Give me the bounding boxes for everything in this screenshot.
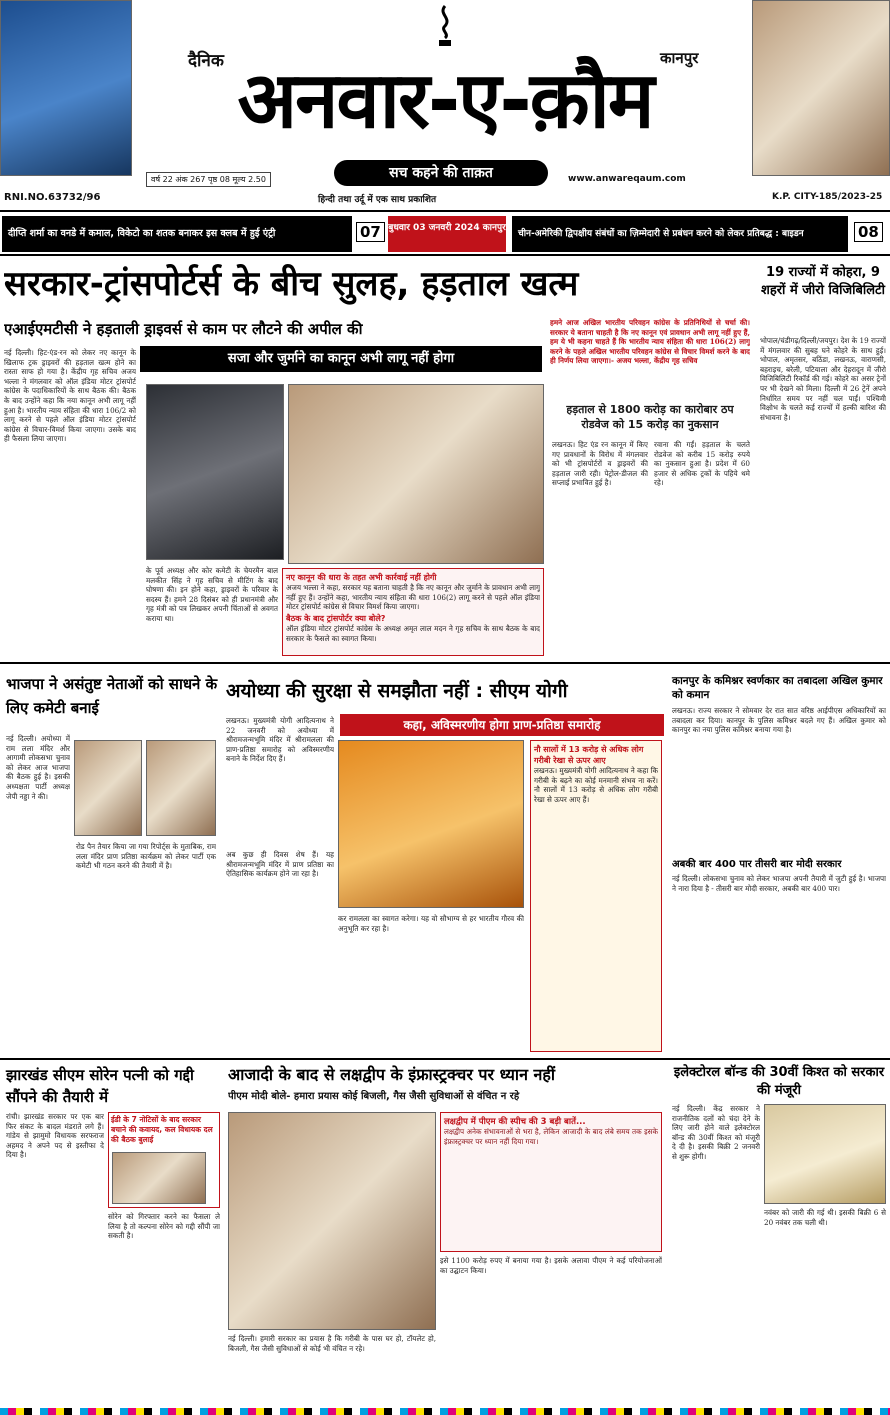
- ayodhya-headline: अयोध्या की सुरक्षा से समझौता नहीं : सीएम योगी: [226, 680, 568, 702]
- lakshadweep-text2: इसे 1100 करोड़ रुपए में बनाया गया है। इसके अलावा पीएम ने कई परियोजनाओं का उद्घाटन किया।: [440, 1256, 662, 1275]
- section-divider: [0, 662, 890, 664]
- kalpana-photo: [112, 1152, 206, 1204]
- ayodhya-redbar: कहा, अविस्मरणीय होगा प्राण-प्रतिष्ठा समारोह: [340, 714, 664, 736]
- strip-left-story[interactable]: दीप्ति शर्मा का वनडे में कमाल, विकेटो का शतक बनाकर इस क्लब में हुई एंट्री: [2, 216, 352, 252]
- section-divider-2: [0, 1058, 890, 1060]
- transfer-headline: कानपुर के कमिश्नर स्वर्णकार का तबादला अखिल कुमार को कमान: [672, 675, 883, 701]
- lead-tagbar: सजा और जुर्माने का कानून अभी लागू नहीं होगा: [140, 346, 542, 372]
- masthead-meta: वर्ष 22 अंक 267 पृष्ठ 08 मूल्य 2.50: [146, 172, 271, 187]
- nadda-photo: [146, 740, 216, 836]
- biden-photo: [752, 0, 890, 176]
- ayodhya-box-title: नौ सालों में 13 करोड़ से अधिक लोग गरीबी रेखा से ऊपर आए: [534, 745, 644, 765]
- bilingual-note: हिन्दी तथा उर्दू में एक साथ प्रकाशित: [318, 195, 437, 205]
- lead-inset2-text: ऑल इंडिया मोटर ट्रांसपोर्ट कांग्रेस के अध्यक्ष अमृत लाल मदन ने गृह सचिव के साथ बैठक के बाद सरकार के फैसले का स्वागत किया।: [286, 624, 540, 643]
- lead-subhead: एआईएमटीसी ने हड़ताली ड्राइवर्स से काम पर लौटने की अपील की: [4, 320, 363, 338]
- truck-photo: [146, 384, 284, 560]
- lakshadweep-box: [440, 1112, 662, 1252]
- top-strip: [0, 210, 890, 256]
- strip-right-story[interactable]: चीन-अमेरिकी द्विपक्षीय संबंधों का ज़िम्मेदारी से प्रबंधन करने को लेकर प्रतिबद्ध : बाइडन: [512, 216, 848, 252]
- ayodhya-box: [530, 740, 662, 1052]
- jharkhand-headline: झारखंड सीएम सोरेन पत्नी को गद्दी सौंपने की तैयारी में: [6, 1066, 194, 1106]
- masthead-website[interactable]: www.anwareqaum.com: [568, 174, 686, 184]
- lakshadweep-text: नई दिल्ली। हमारी सरकार का प्रयास है कि गरीबी के पास घर हो, टॉयलेट हो, बिजली, गैस जैसी सुविधाओं से कोई भी वंचित न रहे।: [228, 1334, 436, 1353]
- lead-headline: सरकार-ट्रांसपोर्टर्स के बीच सुलह, हड़ताल खत्म: [4, 264, 579, 304]
- jharkhand-box-title: ईडी के 7 नोटिसों के बाद सरकार बचाने की कवायद, कल विधायक दल की बैठक बुलाई: [111, 1115, 213, 1144]
- ayodhya-box-text: लखनऊ। मुख्यमंत्री योगी आदित्यनाथ ने कहा कि गरीबी के बढ़ने का कोई मनमानी संभव ना करें। नौ सालों में 13 करोड़ से अधिक लोग गरीबी रेखा से ऊपर आए हैं।: [534, 766, 658, 804]
- ayodhya-text3: कर रामलला का स्वागत करेगा। यह वो सौभाग्य से हर भारतीय गौरव की अनुभूति कर रहा है।: [338, 914, 524, 933]
- lead-side-col2: रवाना की गईं। हड़ताल के चलते रोडवेज को करीब 15 करोड़ रुपये का नुकसान हुआ है। प्रदेश में 60 हजार से अधिक ट्रकों के पहिये थमे रहे।: [654, 440, 750, 488]
- print-marks: [0, 1408, 890, 1415]
- masthead-title: अनवार-ए-क़ौम: [237, 56, 653, 146]
- lakshadweep-headline: आजादी के बाद से लक्षद्वीप के इंफ्रास्ट्रक्चर पर ध्यान नहीं: [228, 1065, 556, 1084]
- transfer-text: लखनऊ। राज्य सरकार ने सोमवार देर रात सात वरिष्ठ आईपीएस अधिकारियों का तबादला कर दिया। कानपुर के पुलिस कमिश्नर बदले गए हैं। अखिल कुमार को कानपुर का नया पुलिस कमिश्नर बनाया गया है।: [672, 706, 886, 735]
- jharkhand-text: रांची। झारखंड सरकार पर एक बार फिर संकट के बादल मंडराते लगे हैं। गांडेय से झामुमो विधायक सरफराज अहमद ने अपने पद से इस्तीफा दे दिया है।: [6, 1112, 104, 1160]
- kp-number: K.P. CITY-185/2023-25: [772, 192, 883, 202]
- masthead-tagline: सच कहने की ताक़त: [334, 160, 548, 186]
- strip-left-page: 07: [356, 222, 385, 242]
- rni-number: RNI.NO.63732/96: [4, 192, 101, 203]
- jharkhand-text2: सोरेन को गिरफ्तार करने का फैसला ले लिया है तो कल्पना सोरेन को गद्दी सौंपी जा सकती है।: [108, 1212, 220, 1241]
- lead-col2: के पूर्व अध्यक्ष और कोर कमेटी के चेयरमैन बाल मलकीत सिंह ने गृह सचिव से मीटिंग के बाद घोषणा की। इन होने कहा, ड्राइवरों के परिवार के सदस्य हैं। हमने 28 दिसंबर को ही प्रधानमंत्री और गृह मंत्री को पत्र लिखकर अपनी चिंताओं से अवगत कराया था।: [146, 566, 278, 623]
- lakshadweep-box-text: लक्षद्वीप अनेक संभावनाओं से भरा है, लेकिन आजादी के बाद लंबे समय तक इसके इंफ्रास्ट्रक्चर पर ध्यान नहीं दिया गया।: [444, 1127, 658, 1146]
- masthead-emblem-icon: [432, 4, 458, 50]
- meeting-photo: [288, 384, 544, 564]
- strip-date: बुधवार 03 जनवरी 2024 कानपुर: [388, 216, 506, 252]
- lakshadweep-box-title: लक्षद्वीप में पीएम की स्पीच की 3 बड़ी बातें...: [444, 1117, 586, 1127]
- ayodhya-text: लखनऊ। मुख्यमंत्री योगी आदित्यनाथ ने 22 जनवरी को अयोध्या में श्रीरामजन्मभूमि मंदिर में श्रीरामलला की प्राण-प्रतिष्ठा समारोह को अविस्मरणीय बनाने के निर्देश दिए हैं।: [226, 716, 334, 764]
- fog-text: भोपाल/चंडीगढ़/दिल्ली/जयपुर। देश के 19 राज्यों में मंगलवार की सुबह घने कोहरे के साथ हुई। भोपाल, अमृतसर, बठिंडा, लखनऊ, वाराणसी, बहराइच, बरेली, पटियाला और देहरादून में जीरो विजिबिलिटी रिकॉर्ड की गई। कोहरे का असर ट्रेनों पर भी देखने को मिला। दिल्ली में 26 ट्रेनें अपने निर्धारित समय पर नहीं चल पाईं। पश्चिमी विक्षोभ के चलते कई राज्यों में हल्की बारिश की संभावना है।: [760, 336, 886, 422]
- lead-inset-text: अजय भल्ला ने कहा, सरकार यह बताना चाहती है कि नए कानून और जुर्माने के प्रावधान अभी लागू नहीं हुए हैं। उन्होंने कहा, भारतीय न्याय संहिता की धारा 106(2) लागू करने से पहले ऑल इंडिया मोटर ट्रांसपोर्ट कांग्रेस से विचार विमर्श किया जाएगा।: [286, 583, 540, 612]
- strip-right-page: 08: [854, 222, 883, 242]
- bond-photo: [764, 1104, 886, 1204]
- yogi-photo: [338, 740, 524, 908]
- masthead-prefix: दैनिक: [188, 51, 224, 71]
- lead-inset: [282, 568, 544, 656]
- lead-side-head: हड़ताल से 1800 करोड़ का कारोबार ठप रोडवेज को 15 करोड़ का नुकसान: [566, 403, 734, 431]
- lead-col1: नई दिल्ली। हिट-एंड-रन को लेकर नए कानून के खिलाफ ट्रक ड्राइवरों की हड़ताल खत्म होने का रास्ता साफ हो गया है। केंद्रीय गृह सचिव अजय भल्ला ने मंगलवार को ऑल इंडिया मोटर ट्रांसपोर्ट कांग्रेस के पदाधिकारियों के साथ बैठक की। बैठक के बाद उन्होंने कहा कि नया कानून अभी लागू नहीं हुआ है। भारतीय न्याय संहिता की धारा 106/2 को लागू करने से पहले ऑल इंडिया मोटर ट्रांसपोर्ट कांग्रेस से विचार-विमर्श किया जाएगा। उसके बाद ही फैसला लिया जाएगा।: [4, 348, 136, 444]
- bond-headline: इलेक्टोरल बॉन्ड की 30वीं किश्त को सरकार की मंजूरी: [673, 1065, 885, 1098]
- cricketer-photo: [0, 0, 132, 176]
- lead-red-note: हमने आज अखिल भारतीय परिवहन कांग्रेस के प्रतिनिधियों से चर्चा की। सरकार ये बताना चाहती है कि नए कानून एवं प्रावधान अभी लागू नहीं हुए हैं, हम ये भी कहना चाहते हैं कि भारतीय न्याय संहिता की धारा 106(2) लागू करने के पहले अखिल भारतीय परिवहन कांग्रेस से विचार विमर्श करने के बाद ही निर्णय लिया जाएगा।- अजय भल्ला, केंद्रीय गृह सचिव: [550, 318, 750, 366]
- bond-text: नई दिल्ली। केंद्र सरकार ने राजनीतिक दलों को चंदा देने के लिए जारी होने वाले इलेक्टोरल बॉन्ड की 30वीं किश्त को मंजूरी दे दी है। इसकी बिक्री 2 जनवरी से शुरू होगी।: [672, 1104, 760, 1161]
- fog-headline: 19 राज्यों में कोहरा, 9 शहरों में जीरो विजिबिलिटी: [761, 265, 885, 298]
- lakshadweep-subhead: पीएम मोदी बोले- हमारा प्रयास कोई बिजली, गैस जैसी सुविधाओं से वंचित न रहे: [228, 1091, 520, 1102]
- transfer-text2: नई दिल्ली। लोकसभा चुनाव को लेकर भाजपा अपनी तैयारी में जुटी हुई है। भाजपा ने नारा दिया है - तीसरी बार मोदी सरकार, अबकी बार 400 पार।: [672, 874, 886, 893]
- lead-inset-title: नए कानून की धारा के तहत अभी कार्रवाई नहीं होगी: [286, 573, 437, 582]
- modi-photo: [228, 1112, 436, 1330]
- masthead-city: कानपुर: [660, 49, 699, 67]
- transfer-sub: अबकी बार 400 पार तीसरी बार मोदी सरकार: [672, 859, 842, 870]
- lead-inset2-title: बैठक के बाद ट्रांसपोर्टर क्या बोले?: [286, 614, 386, 623]
- ayodhya-text2: अब कुछ ही दिवस शेष हैं। यह श्रीरामजन्मभूमि मंदिर में प्राण प्रतिष्ठा का ऐतिहासिक कार्यक्रम होने जा रहा है।: [226, 850, 334, 879]
- bond-text2: नवंबर को जारी की गई थी। इसकी बिक्री 6 से 20 नवंबर तक चली थी।: [764, 1208, 886, 1227]
- bjp-text: नई दिल्ली। अयोध्या में राम लला मंदिर और आगामी लोकसभा चुनाव को लेकर आज भाजपा की बैठक हुई है। इसकी अध्यक्षता पार्टी अध्यक्ष जेपी नड्डा ने की।: [6, 734, 70, 801]
- lead-side-col1: लखनऊ। हिट एंड रन कानून में किए गए प्रावधानों के विरोध में मंगलवार को भी ट्रांसपोर्टरों व ड्राइवरों की हड़ताल जारी रही। पेट्रोल-डीजल की सप्लाई प्रभावित हुई है।: [552, 440, 648, 488]
- shah-photo: [74, 740, 142, 836]
- bjp-headline: भाजपा ने असंतुष्ट नेताओं को साधने के लिए कमेटी बनाई: [6, 675, 218, 717]
- bjp-text2: रोड पैन तैयार किया जा गया रिपोर्ट्स के मुताबिक, राम लला मंदिर प्राण प्रतिष्ठा कार्यक्रम को लेकर पार्टी एक कमेटी भी गठन करने की तैयारी में है।: [76, 842, 216, 871]
